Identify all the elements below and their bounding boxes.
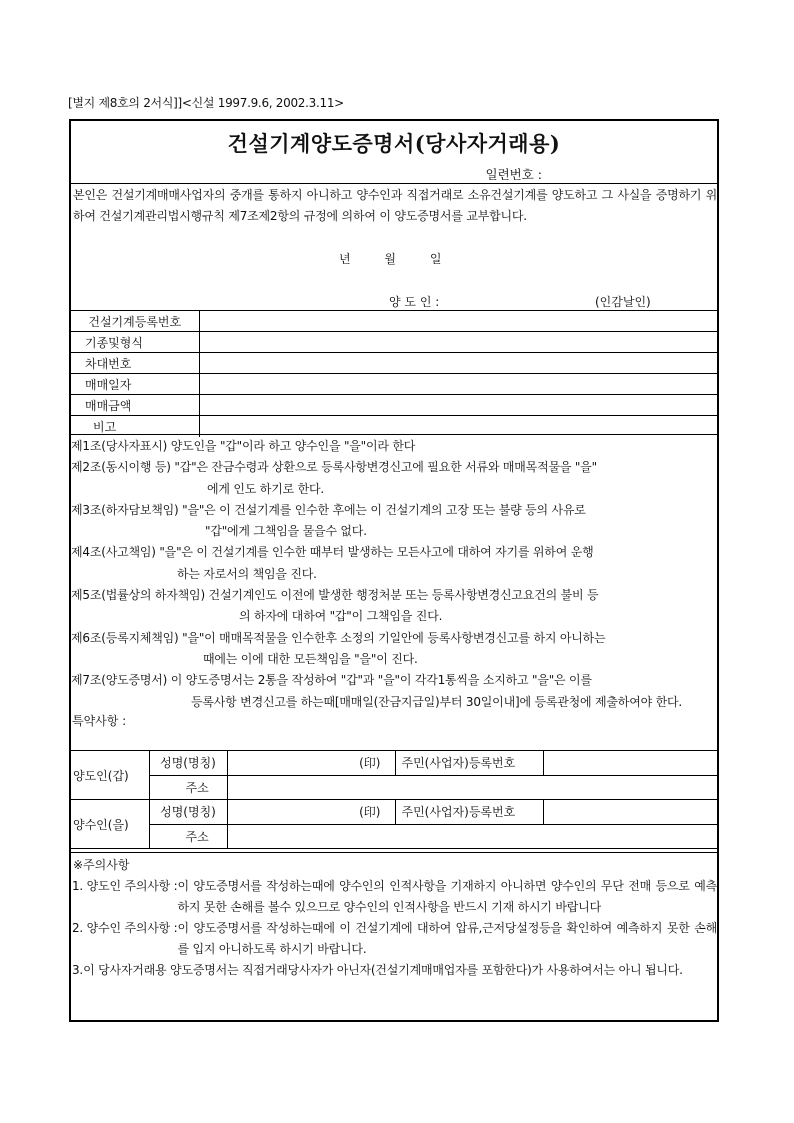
chassis-number-field[interactable] xyxy=(199,353,717,374)
clause-7: 제7조(양도증명서) 이 양도증명서는 2통을 작성하여 "갑"과 "을"이 각각1통씩을 소지하고 "을"은 이를 등록사항 변경신고를 하는때[매매일(잔금지급일)부터 30일이내]에 등록관청에 제출하여야 한다. xyxy=(71,673,682,709)
model-type-field[interactable] xyxy=(199,332,717,353)
sale-amount-field[interactable] xyxy=(199,395,717,416)
buyer-reg-label: 주민(사업자)등록번호 xyxy=(395,800,543,825)
seller-party-label: 양도인(갑) xyxy=(71,751,149,800)
table-row xyxy=(71,775,717,800)
form-frame xyxy=(69,119,719,1022)
table-row xyxy=(71,395,717,416)
clause-1: 제1조(당사자표시) 양도인을 "갑"이라 하고 양수인을 "을"이라 한다 xyxy=(71,439,416,453)
registration-number-field[interactable] xyxy=(199,311,717,332)
model-type-label: 기종및형식 xyxy=(71,332,199,353)
clause-2: 제2조(동시이행 등) "갑"은 잔금수령과 상환으로 등록사항변경신고에 필요한 서류와 매매목적물을 "을" 에게 인도 하기로 한다. xyxy=(71,460,597,496)
note-2 xyxy=(71,918,717,960)
buyer-name-label: 성명(명칭) xyxy=(149,800,227,825)
clause-5: 제5조(법률상의 하자책임) 건설기계인도 이전에 발생한 행정처분 또는 등록사항변경신고요건의 불비 등 의 하자에 대하여 "갑"이 그책임을 진다. xyxy=(71,588,599,624)
clause-3: 제3조(하자담보책임) "을"은 이 건설기계를 인수한 후에는 이 건설기계의 고장 또는 불량 등의 사유로 "갑"에게 그책임을 물을수 없다. xyxy=(71,502,586,539)
table-row xyxy=(71,824,717,849)
remarks-label: 비고 xyxy=(71,416,199,437)
seller-address-label: 주소 xyxy=(149,775,227,800)
clauses-section xyxy=(71,434,717,730)
sale-date-field[interactable] xyxy=(199,374,717,395)
registration-number-label: 건설기계등록번호 xyxy=(71,311,199,332)
seller-reg-field[interactable] xyxy=(543,751,717,776)
note-2-text: 이 양도증명서를 작성하는때에 이 건설기계에 대하여 압류,근저당설정등을 확인하여 예측하지 못한 손해를 입지 아니하도록 하시기 바랍니다. xyxy=(177,921,717,956)
note-1-key: 1. 양도인 주의사항 : xyxy=(72,879,178,893)
buyer-address-label: 주소 xyxy=(149,824,227,849)
seller-label: 양 도 인 : xyxy=(389,295,440,309)
parties-table xyxy=(71,750,717,849)
special-terms-label: 특약사항 : xyxy=(72,713,127,728)
form-header: [별지 제8호의 2서식]]<신설 1997.9.6, 2002.3.11> xyxy=(68,96,344,110)
table-row xyxy=(71,800,717,825)
buyer-party-label: 양수인(을) xyxy=(71,800,149,849)
note-1 xyxy=(71,876,717,918)
note-1-text: 이 양도증명서를 작성하는때에 양수인의 인적사항을 기재하지 아니하면 양수인의 무단 전매 등으로 예측하지 못한 손해를 볼수 있으므로 양수인의 인적사항을 반드시 기재 하시기 바랍니다 xyxy=(177,879,717,914)
table-row xyxy=(71,332,717,353)
chassis-number-label: 차대번호 xyxy=(71,353,199,374)
table-row xyxy=(71,311,717,332)
note-2-key: 2. 양수인 주의사항 : xyxy=(72,921,178,935)
machine-info-table xyxy=(71,310,717,437)
form-title: 건설기계양도증명서(당사자거래용) xyxy=(227,131,561,156)
seal-label: (인감날인) xyxy=(595,295,651,309)
seller-address-field[interactable] xyxy=(227,775,717,800)
seller-name-field[interactable] xyxy=(227,751,395,776)
buyer-address-field[interactable] xyxy=(227,824,717,849)
notes-section xyxy=(71,852,717,981)
seller-seal-mark: (印) xyxy=(359,756,381,771)
sale-amount-label: 매매금액 xyxy=(71,395,199,416)
sale-date-label: 매매일자 xyxy=(71,374,199,395)
buyer-reg-field[interactable] xyxy=(543,800,717,825)
buyer-seal-mark: (印) xyxy=(359,805,381,820)
seller-name-label: 성명(명칭) xyxy=(149,751,227,776)
serial-number-label: 일련번호 : xyxy=(485,167,542,182)
note-3 xyxy=(71,960,717,981)
table-row xyxy=(71,751,717,776)
buyer-name-field[interactable] xyxy=(227,800,395,825)
note-3-key: 3. xyxy=(72,963,84,977)
intro-paragraph: 본인은 건설기계매매사업자의 중개를 통하지 아니하고 양수인과 직접거래로 소유건설기계를 양도하고 그 사실을 증명하기 위하여 건설기계관리법시행규칙 제7조제2항의 규정에 의하여 이 양도증명서를 교부합니다. xyxy=(73,188,717,223)
table-row xyxy=(71,374,717,395)
clause-6: 제6조(등록지체책임) "을"이 매매목적물을 인수한후 소정의 기일안에 등록사항변경신고를 하지 아니하는 때에는 이에 대한 모든책임을 "을"이 진다. xyxy=(71,630,606,666)
notes-heading: ※주의사항 xyxy=(73,858,130,872)
note-3-text: 이 당사자거래용 양도증명서는 직접거래당사자가 아닌자(건설기계매매업자를 포함한다)가 사용하여서는 아니 됩니다. xyxy=(83,963,683,977)
table-row xyxy=(71,353,717,374)
clause-4: 제4조(사고책임) "을"은 이 건설기계를 인수한 때부터 발생하는 모든사고에 대하여 자기를 위하여 운행 하는 자로서의 책임을 진다. xyxy=(71,545,594,581)
divider xyxy=(71,183,717,184)
date-line: 년 월 일 xyxy=(339,252,442,266)
seller-reg-label: 주민(사업자)등록번호 xyxy=(395,751,543,776)
